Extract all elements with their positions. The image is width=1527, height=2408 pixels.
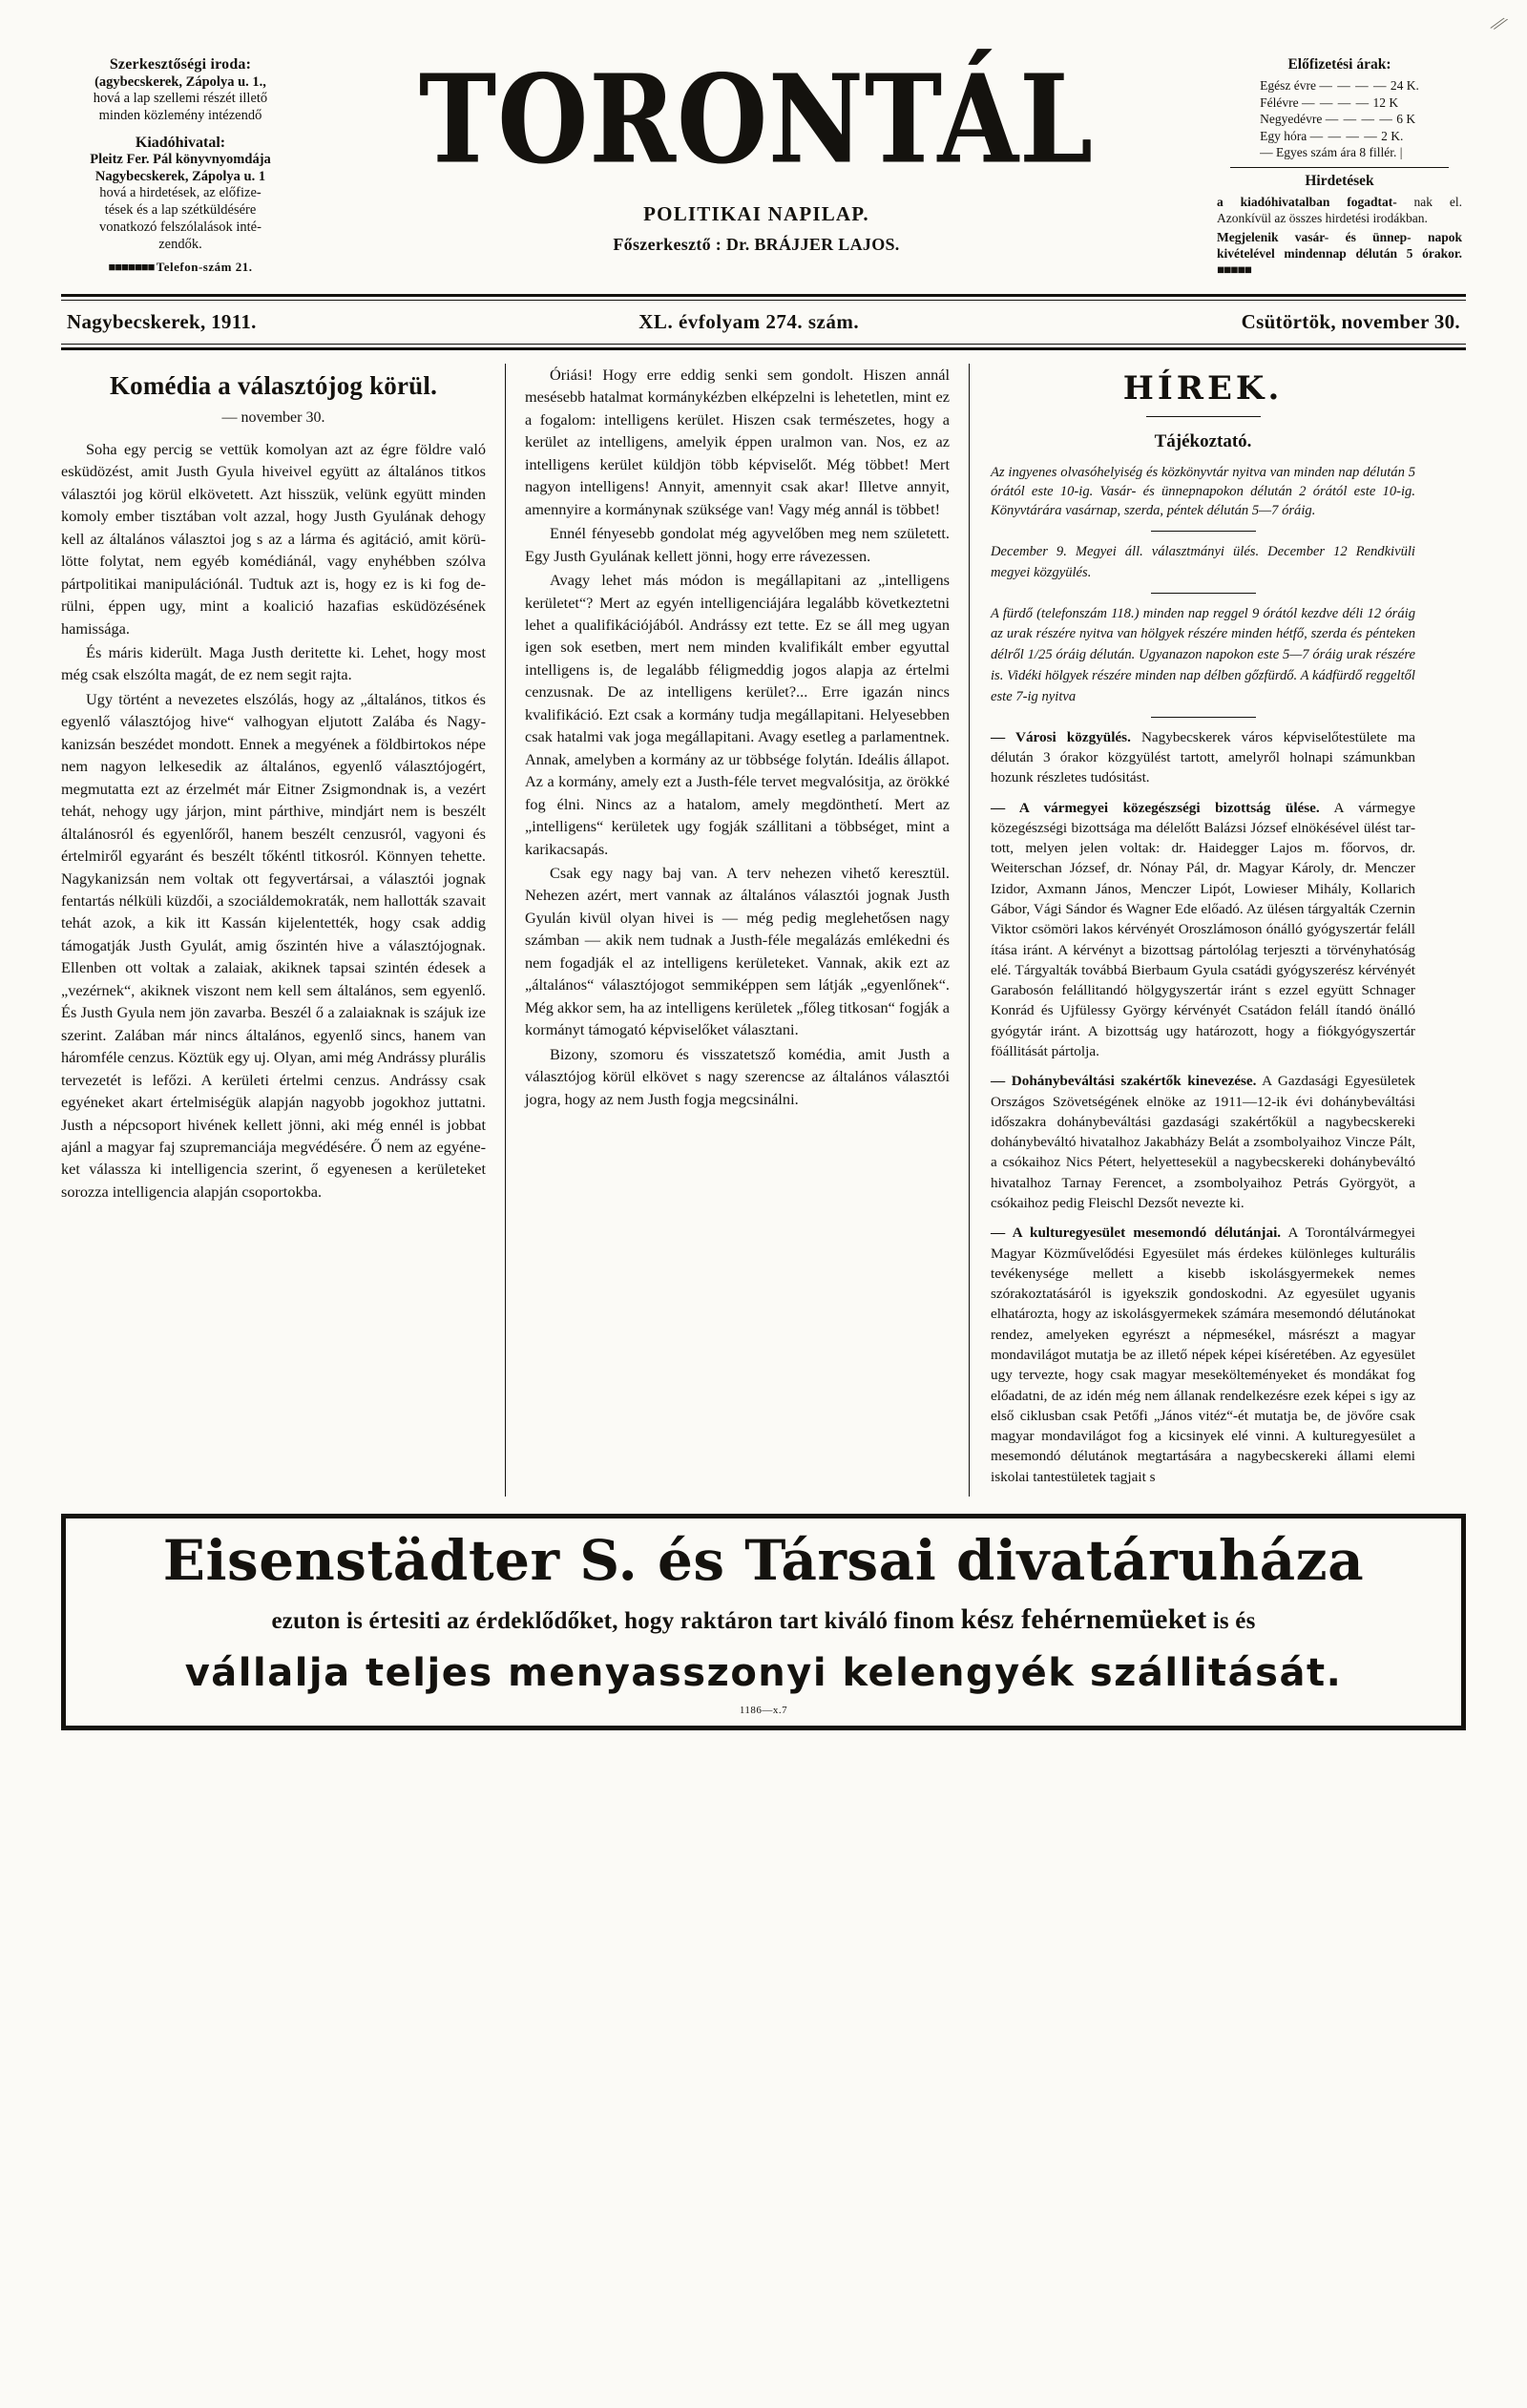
single-copy-price: — Egyes szám ára 8 fillér. |	[1260, 145, 1403, 160]
divider	[1151, 717, 1256, 718]
editorial-office-line2: hová a lap szellemi részét illető	[93, 91, 268, 107]
news-item	[991, 727, 1415, 788]
divider	[1230, 167, 1449, 168]
article-paragraph: Ennél fényesebb gondolat még agyvelőben meg nem született. Egy Justh Gyulának kellett jönni, hogy erre rávezessen.	[525, 524, 950, 565]
masthead-rule-thick	[61, 294, 1466, 297]
editor-in-chief: Főszerkesztő : Dr. BRÁJJER LAJOS.	[613, 235, 900, 254]
phone-number: ■■■■■■■ Telefon-szám 21.	[108, 260, 253, 275]
news-item-lead: — Városi közgyülés.	[991, 728, 1131, 745]
editorial-office-title: Szerkesztőségi iroda:	[109, 56, 252, 73]
price-row: Negyedévre — — — — 6 K	[1260, 112, 1416, 127]
issue-bar	[0, 301, 1527, 344]
news-subsection-title: Tájékoztató.	[1154, 430, 1252, 451]
masthead	[0, 0, 1527, 279]
advert-code: 1186—x.7	[739, 1704, 788, 1716]
price-row: Egész évre — — — — 24 K.	[1260, 78, 1419, 94]
page-corner-mark: ⁄⁄	[1492, 10, 1506, 36]
masthead-left-info	[61, 55, 300, 275]
article-paragraph: Soha egy percig se vettük komolyan azt az égre földre való esküdözést, amit Justh Gyula hiveivel együtt az általános titkos választói jog körül elkövetett. Azt hisszük, velünk együtt minden komoly ember tisztában volt azzal, hogy Justh Gyulának dehogy kell az általános választoi jog s az a lárma és agitáció, amit körülötte folytat, nem egyéb komédiánál, vagy enyhébben szólva pártpolitikai manipulációnál. Tudtuk azt is, hogy ez is ki fog derülni, éppen ugy, mint a koalició hazafias esküdözésének hamissága.	[61, 439, 486, 638]
article-dateline: — november 30.	[221, 408, 325, 426]
news-item-text: A Gazdasági Egyesületek Országos Szövetségének elnöke az 1911—12-ik évi dohánybeváltási időszakra dohánybeváltási gazdasági szakértőkül a nagybecskereki dohánybeváltó hivatalhoz Jakabházy Belát a zsombolyaihoz Vincze Pált, a csókaihoz Nics Pétert, helyettesekül a nagybecskereki dohánybeváltó hivatalhoz Tarnay Ferencet, a zsombolyaihoz Petrás Györgyöt, a csókaihoz pedig Fleischl Dezsőt nevezte ki.	[991, 1073, 1415, 1211]
news-item-text: A Torontálvármegyei Magyar Közművelődési Egyesület más érdekes különleges kulturális tevékenysége mellett a kisebb iskolásgyermekek nemes szórakoztatásáról is igyekszik gondoskodni. Az egyesület ugyanis elhatározta, hogy az iskolásgyermekek számára mesemondó délutánokat rendez, amelyeken egyrészt a népmesékel, másrészt a magyar mondavilágot mutatja be az illető népek képei kíséretében. Az egyesület ugy tervezte, hogy csak magyar mesekölteményeket és mondákat fog előadatni, de az idén még nem állanak rendelkezésre ezek képei s igy az első ciklusban csak Petőfi „János vitéz“-ét mutatja be, de jövőre csak magyar mondavilágot fog a kicsinyek elé vinni. A kulturegyesület a mesemondó délutánok megtartására a nagybecskereki állami elemi iskolai tantestületek tagjait s	[991, 1225, 1415, 1485]
publisher-title: Kiadóhivatal:	[135, 134, 226, 151]
masthead-right-info	[1213, 55, 1466, 279]
issue-rule-thin	[61, 344, 1466, 345]
advert-store-name: Eisenstädter S. és Társai divatáruháza	[162, 1527, 1365, 1593]
publisher-line5: vonatkozó felszólalások inté-	[99, 219, 261, 235]
paper-subtitle: POLITIKAI NAPILAP.	[643, 202, 869, 225]
publisher-line6: zendők.	[158, 236, 202, 252]
advert-text-line: ezuton is értesiti az érdeklődőket, hogy raktáron tart kiváló finom kész fehérnemüeket is és	[271, 1602, 1256, 1635]
advertisements-text: a kiadóhivatalban fogadtat- nak el. Azonkívül az összes hirdetési irodákban.	[1217, 194, 1462, 225]
news-item-lead: — A vármegyei közegészségi bizottság ülése.	[991, 799, 1320, 816]
article-headline: Komédia a választójog körül.	[109, 371, 438, 401]
news-item	[991, 1223, 1415, 1487]
price-row: Egy hóra — — — — 2 K.	[1260, 128, 1404, 143]
content-columns	[0, 350, 1527, 1497]
issue-date: Csütörtök, november 30.	[1241, 310, 1460, 334]
news-item: A fürdő (telefonszám 118.) minden nap reggel 9 órától kezdve déli 12 óráig az urak részére nyitva van hölgyek részére minden hétfő, szerda és pénteken délről 1/25 óráig délután. Ugyanazon napokon este 5—7 óráig urak részére is. Vidéki hölgyek részére minden nap délben gőzfürdő. A kádfürdő reggeltől este 7-ig nyitva	[991, 605, 1415, 704]
news-item: December 9. Megyei áll. választmányi ülés. December 12 Rendkivüli megyei közgyülés.	[991, 543, 1415, 580]
news-item-lead: — A kulturegyesület mesemondó délutánjai.	[991, 1225, 1282, 1242]
publisher-line1: Pleitz Fer. Pál könyvnyomdája	[90, 152, 271, 168]
editorial-office-line3: minden közlemény intézendő	[98, 107, 262, 123]
subscription-prices-title: Előfizetési árak:	[1287, 56, 1391, 73]
column-2	[505, 364, 969, 1497]
advertisements-title: Hirdetések	[1305, 172, 1374, 189]
divider	[1151, 531, 1256, 532]
news-item	[991, 1071, 1415, 1213]
issue-place-year: Nagybecskerek, 1911.	[67, 310, 257, 334]
bottom-advertisement[interactable]	[61, 1514, 1466, 1730]
article-paragraph: Bizony, szomoru és visszatetsző komédia, amit Justh a választójog körül elkövet s nagy szerencse az általános választói jogra, hogy az nem Justh fogja megcsinálni.	[525, 1044, 950, 1108]
article-paragraph: Ugy történt a nevezetes elszólás, hogy az „általános, titkos és egyenlő választójog hive“ valhogyan eljutott Zalába és Nagykanizsán beszédet mondott. Ennek a megyének a földbirtokos népe nem nagyon lelkesedik az általános, egyenlő választójogért, megmutatta ezt az érzelmét már Eitner Zsigmondnak is, a vezért tehát, nehogy ugy járjon, mint párthive, mindjárt nem is beszélt általánosról és egyenlőről, hanem beszélt cenzusról, vagyoni és értelmiről egyaránt és beszélt tőkéntl titkosról. Könnyen tehette. Nagykanizsán nem voltak ott fegyvertársai, a választói jognak fentartás nélküli küzdői, a szociáldemokraták, nem hallották szavait tehát azok, a kik itt Kassán kijelentették, hogy csak addig támogatják Justh Gyulát, amig őszintén hive a választójognak. Ellenben ott voltak a zalaiak, akiknek tapsai szintén édesek a „vezérnek“, akiknek viszont nem kell sem általános, sem egyenlő. És Justh Gyula nem jön zavarba. Beszél ő a zalaiaknak is szájuk ize szerint. Zalában már nincs általános, egyenlő sincs, hanem van háromféle cenzus. Köztük egy uj. Olyan, ami még Andrássy plurális tervezetét is lefőzi. A kerületi értelmi cenzus. Andrássy csak egyéneket akart értelmiségük alapján nagyobb jogokhoz juttatni. Justh a népcsoport hivének kellett jönni, aki még ennél is jobbat ajánl a magyar faj szupremanciája megvédésére. Ő nem az egyéneket válassza ki intelligencia szerint, ő egyenesen a kerületeket sorozza intelligencia alapján csoportokba.	[61, 689, 486, 1201]
publisher-line4: tések és a lap szétküldésére	[104, 202, 257, 219]
column-1	[61, 364, 505, 1497]
news-item-text: Nagybecskerek város képviselőtestülete ma délután 3 órakor közgyülést tartott, amelyről holnapi számunkban hozunk részletes tudósitást.	[991, 728, 1415, 786]
publisher-line2: Nagybecskerek, Zápolya u. 1	[94, 168, 266, 184]
news-item-text: A vármegye közegészségi bizottsága ma délelőtt Balázsi József elnökésével ülést tartott, melyen jelen voltak: dr. Haidegger Lajos m. főorvos, dr. Weiterschan József, dr. Nónay Pál, dr. Magyar Károly, dr. Menczer Izidor, Axmann János, Menczer Lipót, Lowieser Mihály, Kollarich Gábor, Vági Sándor és Wagner Ede előadó. Az ülésen tárgyalták Czernin Viktor csömöri lakos kérvényét Oroszlámoson ónálló gyógyszertár feláll ítása iránt. A kérvényt a bizottsag pártolólag terjeszti a törvényhatóság elé. Tárgyalták továbbá Bierbaum Gyula csatádi gyógyszerész kérvényét Garabosón felállitandó hölgygyszertár iránt s ezzel együtt Schnager Konrád és Ujfülessy György kérvényét Csatádon feláll ítandó önálló gyógytár iránt. A bizottság ugy határozott, hogy a fiókgyógyszertár föállitását pártolja.	[991, 799, 1415, 1059]
advert-headline-2: vállalja teljes menyasszonyi kelengyék szállitását.	[184, 1650, 1343, 1695]
news-section-title: HÍREK.	[1122, 369, 1284, 408]
decorative-squares: ■■■■■	[1217, 262, 1251, 278]
divider	[1146, 416, 1261, 417]
column-3-news	[969, 364, 1415, 1497]
editorial-office-line1: (agybecskerek, Zápolya u. 1.,	[94, 73, 266, 90]
subscription-price-table	[1260, 77, 1419, 161]
news-item	[991, 798, 1415, 1062]
divider	[1151, 593, 1256, 594]
publication-schedule: Megjelenik vasár- és ünnep- napok kivételével mindennap délután 5 órakor. ■■■■■	[1217, 230, 1462, 278]
article-paragraph: És máris kiderült. Maga Justh deritette ki. Lehet, hogy most még csak elszólta magát, de ez nem segit rajta.	[61, 643, 486, 684]
issue-volume-number: XL. évfolyam 274. szám.	[638, 310, 860, 334]
news-item-lead: — Dohánybeváltási szakértők kinevezése.	[991, 1073, 1257, 1090]
article-paragraph: Óriási! Hogy erre eddig senki sem gondolt. Hiszen annál mesésebb hatalmat kormánykézben elképzelni is lehetetlen, mint ez a fogalom: intelligens kerület. Hiszen csak természetes, hogy a kerület az intelligens, amelyik éppen uralmon van. Nos, ez az intelligens kerület küldjön több képviselőt. Még többet! Mert nagyon intelligens! Annyit, amennyit csak akar! Illetve annyit, amennyire a kormánynak szüksége van! Vagy még annál is többet!	[525, 366, 950, 518]
article-paragraph: Avagy lehet más módon is megállapitani az „intelligens kerületet“? Mert az egyén intelligenciájára legalább következtetni lehet a qualifikációjából. Andrássy ezt tette. Ez se áll meg ugyan igen sok esetben, mert nem minden kvalifikált ember egyuttal intelligens is, de legalább féligmeddig jogos alapja az értelmi cenzusnak. De az intelligens kerület?... Erre igazán nincs kvalifikáció. Ezt csak a kormány tudja megállapitani. Helyesebben csak hatalmi vak joga megállapitani. Avagy esetleg a parlamentnek. Annak, amelyben a kormány az ur többsége folytán. Ideális állapot. Az a kormány, amely ezt a Justh-féle tervet megvalósitja, az örökké fog élni. Nincs az a hatalom, amely megdönthetí. Mert az „intelligens“ kerületek ugy fogják szállitani a többséget, mint a karikacsapás.	[525, 571, 950, 858]
publisher-line3: hová a hirdetések, az előfize-	[99, 185, 261, 201]
price-row: Félévre — — — — 12 K	[1260, 94, 1399, 110]
news-intro: Az ingyenes olvasóhelyiség és közkönyvtár nyitva van minden nap délután 5 órától este 10-ig. Vasár- és ünnepnapokon délután 2 órától este 10-ig. Könyvtárára vasárnap, szerda, péntek délután 5—7 óráig.	[991, 465, 1415, 519]
article-paragraph: Csak egy nagy baj van. A terv nehezen vihető keresztül. Nehezen azért, mert vannak az általános választói jognak Justh Gyulán kivül olyan hivei is — még pedig meglehetősen nagy számban — akik nem tudnak a Justh-féle megalázás emlékedni és nem fogadják el az intelligens kerületeket. Vannak, akik ezt az „általános“ választójogot semmiképpen sem látják „egyenlőnek“. Még akkor sem, ha az intelligens kerületek „főleg titkosan“ fogják a kormányt támogató képviselőket választani.	[525, 864, 950, 1039]
paper-title: TORONTÁL	[418, 49, 1095, 192]
masthead-center	[309, 49, 1203, 255]
